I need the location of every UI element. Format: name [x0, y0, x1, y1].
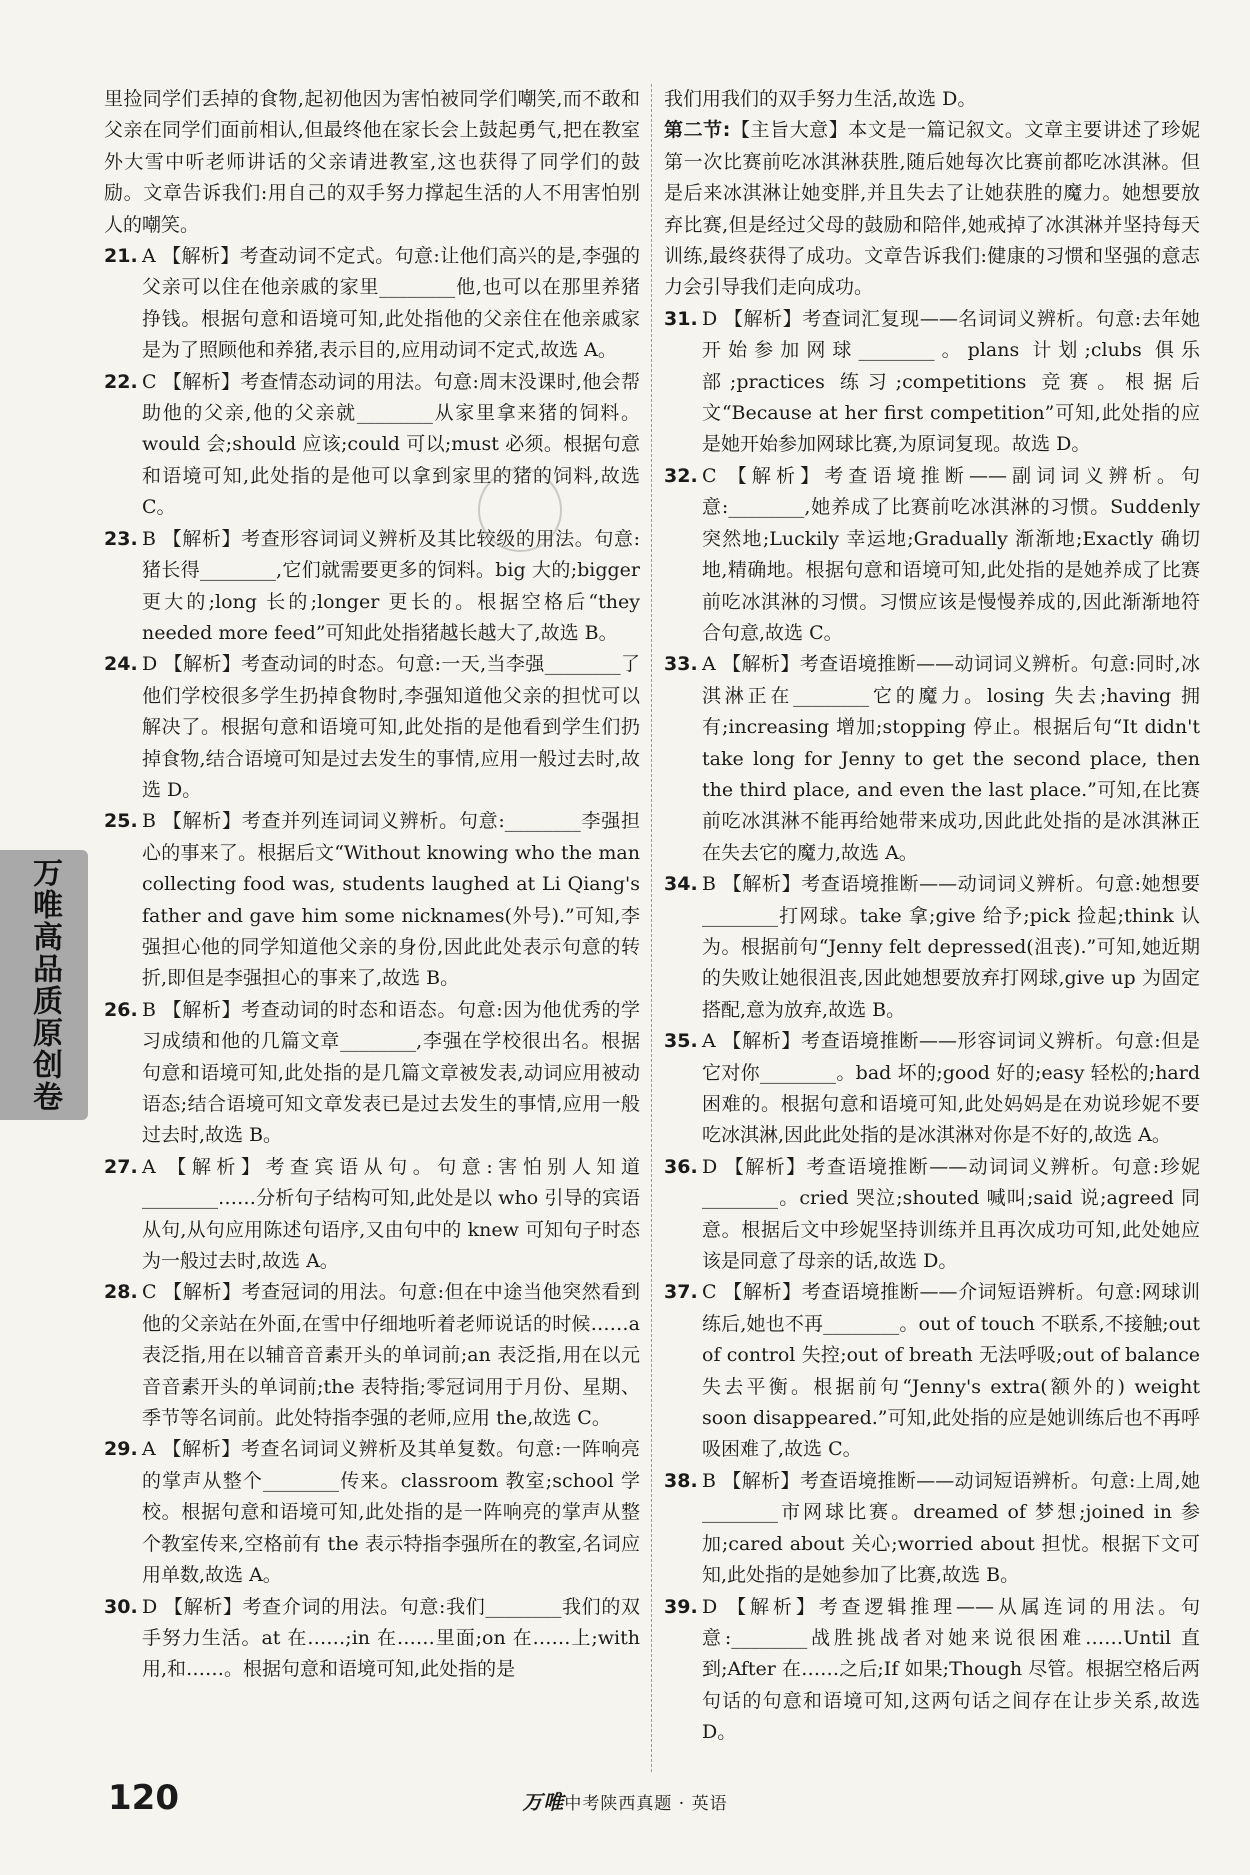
item-number: 24. — [104, 653, 138, 676]
item-number: 29. — [104, 1438, 138, 1461]
item-number: 25. — [104, 810, 138, 833]
item-text: B 【解析】考查语境推断——动词词义辨析。句意:她想要________打网球。take 拿;give 给予;pick 捡起;think 认为。根据前句“Jenny felt depressed(沮丧).”可知,她近期的失败让她很沮丧,因此她想要放弃打网球,give up 为固定搭配,意为放弃,故选 B。 — [702, 873, 1200, 1021]
item-number: 23. — [104, 527, 138, 550]
item-number: 37. — [664, 1281, 698, 1304]
answer-item — [104, 241, 640, 367]
item-text: D 【解析】考查语境推断——动词词义辨析。句意:珍妮________。cried 哭泣;shouted 喊叫;said 说;agreed 同意。根据后文中珍妮坚持训练并且再次成功可知,此处她应该是同意了母亲的话,故选 D。 — [702, 1155, 1200, 1273]
right-column — [664, 84, 1200, 1749]
item-number: 22. — [104, 370, 138, 393]
answer-item — [664, 869, 1200, 1026]
answer-item — [104, 524, 640, 650]
answer-item — [104, 649, 640, 806]
answer-item — [664, 1277, 1200, 1465]
page-footer — [0, 1778, 1250, 1818]
item-text: B 【解析】考查语境推断——动词短语辨析。句意:上周,她________市网球比赛。dreamed of 梦想;joined in 参加;cared about 关心;worried about 担忧。根据下文可知,此处指的是她参加了比赛,故选 B。 — [702, 1469, 1200, 1587]
item-number: 38. — [664, 1469, 698, 1492]
answer-item — [664, 649, 1200, 869]
answer-item — [664, 1152, 1200, 1278]
answer-item — [664, 1466, 1200, 1592]
answer-item — [104, 1592, 640, 1686]
item-number: 34. — [664, 873, 698, 896]
item-number: 32. — [664, 464, 698, 487]
item-text: A 【解析】考查语境推断——形容词词义辨析。句意:但是它对你________。bad 坏的;good 好的;easy 轻松的;hard 困难的。根据句意和语境可知,此处妈妈是在劝说珍妮不要吃冰淇淋,因此此处指的是冰淇淋对你是不好的,故选 A。 — [702, 1030, 1200, 1147]
item-text: B 【解析】考查并列连词词义辨析。句意:________李强担心的事来了。根据后文“Without knowing who the man collecting food was, students laughed at Li Qiang's father and gave him some nicknames(外号).”可知,李强担心他的同学知道他父亲的身份,因此此处表示句意的转折,即但是李强担心的事来了,故选 B。 — [142, 810, 640, 990]
side-tab-label: 万唯高品质原创卷 — [27, 857, 62, 1113]
item-text: A 【解析】考查语境推断——动词词义辨析。句意:同时,冰淇淋正在________它的魔力。losing 失去;having 拥有;increasing 增加;stopping 停止。根据后句“It didn't take long for Jenny to get the second place, then the third place, and even the last place.”可知,在比赛前吃冰淇淋不能再给她带来成功,因此此处指的是冰淇淋正在失去它的魔力,故选 A。 — [702, 653, 1200, 864]
item-number: 39. — [664, 1595, 698, 1618]
answer-item — [104, 1434, 640, 1591]
answer-item — [104, 806, 640, 994]
book-title: 中考陕西真题 · 英语 — [564, 1794, 728, 1814]
section-label: 第二节: — [664, 119, 731, 142]
column-divider — [651, 84, 652, 1772]
right-intro-paragraph: 我们用我们的双手努力生活,故选 D。 — [664, 88, 977, 110]
item-text: B 【解析】考查动词的时态和语态。句意:因为他优秀的学习成绩和他的几篇文章________,李强在学校很出名。根据句意和语境可知,此处指的是几篇文章被发表,动词应用被动语态;结合语境可知文章发表已是过去发生的事情,应用一般过去时,故选 B。 — [142, 998, 640, 1147]
left-answer-list — [104, 241, 640, 1686]
right-answer-list — [664, 304, 1200, 1749]
watermark-stamp-icon — [478, 468, 562, 552]
item-number: 21. — [104, 245, 138, 268]
side-tab — [0, 850, 88, 1120]
item-text: A 【解析】考查动词不定式。句意:让他们高兴的是,李强的父亲可以住在他亲戚的家里________他,也可以在那里养猪挣钱。根据句意和语境可知,此处指他的父亲住在他亲戚家是为了照顾他和养猪,表示目的,应用动词不定式,故选 A。 — [142, 245, 640, 362]
item-number: 31. — [664, 307, 698, 330]
answer-item — [104, 1277, 640, 1434]
item-text: C 【解析】考查语境推断——副词词义辨析。句意:________,她养成了比赛前吃冰淇淋的习惯。Suddenly 突然地;Luckily 幸运地;Gradually 渐渐地;Exactly 确切地,精确地。根据句意和语境可知,此处指的是她养成了比赛前吃冰淇淋的习惯。习惯应该是慢慢养成的,因此渐渐地符合句意,故选 C。 — [702, 464, 1200, 644]
footer-brand — [0, 1786, 1250, 1815]
item-number: 35. — [664, 1030, 698, 1053]
answer-item — [664, 1592, 1200, 1749]
section-summary-text: 【主旨大意】本文是一篇记叙文。文章主要讲述了珍妮第一次比赛前吃冰淇淋获胜,随后她每次比赛前都吃冰淇淋。但是后来冰淇淋让她变胖,并且失去了让她获胜的魔力。她想要放弃比赛,但是经过父母的鼓励和陪伴,她戒掉了冰淇淋并坚持每天训练,最终获得了成功。文章告诉我们:健康的习惯和坚强的意志力会引导我们走向成功。 — [664, 119, 1200, 299]
item-text: B 【解析】考查形容词词义辨析及其比较级的用法。句意:猪长得________,它们就需要更多的饲料。big 大的;bigger 更大的;long 长的;longer 更长的。根据空格后“they needed more feed”可知此处指猪越长越大了,故选 B。 — [142, 527, 640, 644]
item-number: 33. — [664, 653, 698, 676]
item-number: 26. — [104, 998, 138, 1021]
answer-item — [664, 461, 1200, 649]
item-text: C 【解析】考查语境推断——介词短语辨析。句意:网球训练后,她也不再________。out of touch 不联系,不接触;out of control 失控;out of breath 无法呼吸;out of balance 失去平衡。根据前句“Jenny's extra(额外的) weight soon disappeared.”可知,此处指的应是她训练后也不再呼吸困难了,故选 C。 — [702, 1281, 1200, 1461]
item-text: D 【解析】考查逻辑推理——从属连词的用法。句意:________战胜挑战者对她来说很困难……Until 直到;After 在……之后;If 如果;Though 尽管。根据空格后两句话的句意和语境可知,这两句话之间存在让步关系,故选 D。 — [702, 1595, 1200, 1744]
answer-item — [104, 995, 640, 1152]
item-text: D 【解析】考查介词的用法。句意:我们________我们的双手努力生活。at 在……;in 在……里面;on 在……上;with 用,和……。根据句意和语境可知,此处指的是 — [142, 1595, 640, 1681]
left-intro-paragraph: 里捡同学们丢掉的食物,起初他因为害怕被同学们嘲笑,而不敢和父亲在同学们面前相认,但最终他在家长会上鼓起勇气,把在教室外大雪中听老师讲话的父亲请进教室,这也获得了同学们的鼓励。文章告诉我们:用自己的双手努力撑起生活的人不用害怕别人的嘲笑。 — [104, 88, 640, 236]
answer-item — [104, 1152, 640, 1278]
item-number: 30. — [104, 1595, 138, 1618]
item-number: 27. — [104, 1155, 138, 1178]
answer-item — [664, 304, 1200, 461]
item-number: 36. — [664, 1155, 698, 1178]
item-text: D 【解析】考查动词的时态。句意:一天,当李强________了他们学校很多学生扔掉食物时,李强知道他父亲的担忧可以解决了。根据句意和语境可知,此处指的是他看到学生们扔掉食物,结合语境可知是过去发生的事情,应用一般过去时,故选 D。 — [142, 653, 640, 801]
item-text: C 【解析】考查冠词的用法。句意:但在中途当他突然看到他的父亲站在外面,在雪中仔细地听着老师说话的时候……a 表泛指,用在以辅音音素开头的单词前;an 表泛指,用在以元音音素开头的单词前;the 表特指;零冠词用于月份、星期、季节等名词前。此处特指李强的老师,应用 the,故选 C。 — [142, 1281, 640, 1430]
brand-logo: 万唯 — [522, 1790, 565, 1814]
left-column — [104, 84, 640, 1686]
section-two-summary — [664, 115, 1200, 303]
page-number: 120 — [108, 1778, 179, 1818]
item-text: D 【解析】考查词汇复现——名词词义辨析。句意:去年她开始参加网球________。plans 计划;clubs 俱乐部;practices 练习;competitions 竞赛。根据后文“Because at her first competition”可知,此处指的应是她开始参加网球比赛,为原词复现。故选 D。 — [702, 307, 1200, 456]
item-text: A 【解析】考查名词词义辨析及其单复数。句意:一阵响亮的掌声从整个________传来。classroom 教室;school 学校。根据句意和语境可知,此处指的是一阵响亮的掌声从整个教室传来,空格前有 the 表示特指李强所在的教室,名词应用单数,故选 A。 — [142, 1438, 640, 1587]
item-text: C 【解析】考查情态动词的用法。句意:周末没课时,他会帮助他的父亲,他的父亲就________从家里拿来猪的饲料。would 会;should 应该;could 可以;must 必须。根据句意和语境可知,此处指的是他可以拿到家里的猪的饲料,故选 C。 — [142, 370, 640, 519]
item-text: A 【解析】考查宾语从句。句意:害怕别人知道________……分析句子结构可知,此处是以 who 引导的宾语从句,从句应用陈述句语序,又由句中的 knew 可知句子时态为一般过去时,故选 A。 — [142, 1155, 640, 1273]
item-number: 28. — [104, 1281, 138, 1304]
answer-item — [664, 1026, 1200, 1152]
